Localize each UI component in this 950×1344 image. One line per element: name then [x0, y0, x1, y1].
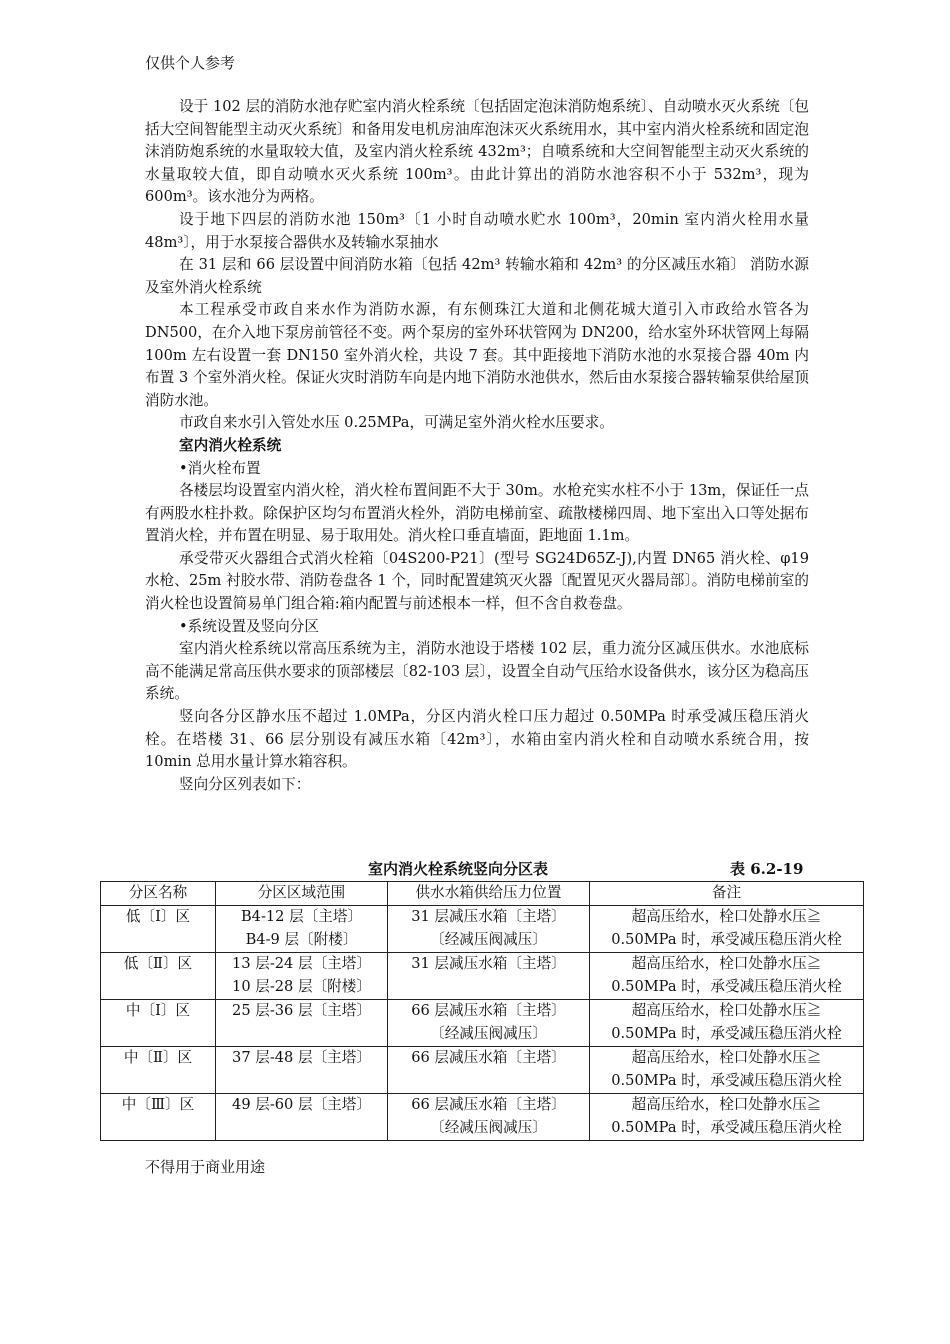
tank-cell: 66 层减压水箱〔主塔〕 〔经减压阀减压〕 — [388, 1000, 590, 1047]
table-title: 室内消火栓系统竖向分区表 — [368, 860, 549, 878]
table-row — [101, 906, 864, 953]
table-row — [101, 1000, 864, 1047]
note-cell: 超高压给水，栓口处静水压≧ 0.50MPa 时，承受减压稳压消火栓 — [590, 1047, 864, 1094]
header-cell: 分区名称 — [101, 882, 216, 906]
note-cell: 超高压给水，栓口处静水压≧ 0.50MPa 时，承受减压稳压消火栓 — [590, 906, 864, 953]
zone-cell: 低〔Ⅰ〕区 — [101, 906, 216, 953]
tank-cell: 31 层减压水箱〔主塔〕 — [388, 953, 590, 1000]
zone-cell: 中〔Ⅰ〕区 — [101, 1000, 216, 1047]
zone-cell: 中〔Ⅱ〕区 — [101, 1047, 216, 1094]
paragraph: 承受带灭火器组合式消火栓箱〔04S200-P21〕(型号 SG24D65Z-J),内置 DN65 消火栓、φ19 水枪、25m 衬胶水带、消防卷盘各 1 个，同时配置建筑灭火器〔配置见灭火器局部〕。消防电梯前室的消火栓也设置简易单门组合箱:箱内配置与前述根本一样，但不含自救卷盘。 — [145, 549, 809, 613]
page-footer: 不得用于商业用途 — [145, 1158, 266, 1176]
header-cell: 供水水箱供给压力位置 — [388, 882, 590, 906]
paragraph: 设于 102 层的消防水池存贮室内消火栓系统〔包括固定泡沫消防炮系统〕、自动喷水灭火系统〔包括大空间智能型主动灭火系统〕和备用发电机房油库泡沫灭火系统用水，其中室内消火栓系统和固定泡沫消防炮系统的水量取较大值，及室内消火栓系统 432m³；自喷系统和大空间智能型主动灭火系统的水量取较大值，即自动喷水灭火系统 100m³。由此计算出的消防水池容积不小于 532m³，现为 600m³。该水池分为两格。 — [145, 98, 809, 206]
bullet-heading: •消火栓布置 — [179, 459, 261, 477]
table-row — [101, 1047, 864, 1094]
bullet-heading: •系统设置及竖向分区 — [179, 617, 319, 635]
paragraph: 竖向分区列表如下： — [179, 775, 311, 793]
note-cell: 超高压给水，栓口处静水压≧ 0.50MPa 时，承受减压稳压消火栓 — [590, 953, 864, 1000]
table-header-row — [101, 882, 864, 906]
paragraph: 室内消火栓系统以常高压系统为主，消防水池设于塔楼 102 层，重力流分区减压供水。水池底标高不能满足常高压供水要求的顶部楼层〔82-103 层〕，设置全自动气压给水设备供水，该分区为稳高压系统。 — [145, 640, 809, 703]
tank-cell: 31 层减压水箱〔主塔〕 〔经减压阀减压〕 — [388, 906, 590, 953]
paragraph: 竖向各分区静水压不超过 1.0MPa，分区内消火栓口压力超过 0.50MPa 时承受减压稳压消火栓。在塔楼 31、66 层分别设有减压水箱〔42m³〕，水箱由室内消火栓和自动喷水系统合用，按 10min 总用水量计算水箱容积。 — [145, 708, 809, 771]
tank-cell: 66 层减压水箱〔主塔〕 〔经减压阀减压〕 — [388, 1094, 590, 1141]
range-cell: B4-12 层〔主塔〕 B4-9 层〔附楼〕 — [216, 906, 388, 953]
header-cell: 备注 — [590, 882, 864, 906]
range-cell: 37 层-48 层〔主塔〕 — [216, 1047, 388, 1094]
paragraph: 各楼层均设置室内消火栓，消火栓布置间距不大于 30m。水枪充实水柱不小于 13m，保证任一点有两股水柱扑救。除保护区均匀布置消火栓外，消防电梯前室、疏散楼梯四周、地下室出入口等处据布置消火栓，并布置在明显、易于取用处。消火栓口垂直墙面，距地面 1.1m。 — [145, 482, 809, 545]
paragraph: 本工程承受市政自来水作为消防水源，有东侧珠江大道和北侧花城大道引入市政给水管各为 DN500，在介入地下泵房前管径不变。两个泵房的室外环状管网为 DN200，给水室外环状管网上每隔 100m 左右设置一套 DN150 室外消火栓，共设 7 套。其中距接地下消防水池的水泵接合器 40m 内布置 3 个室外消火栓。保证火灾时消防车向是内地下消防水池供水，然后由水泵接合器转输泵供给屋顶消防水池。 — [145, 301, 809, 409]
table-number: 表 6.2-19 — [730, 860, 804, 878]
page-header: 仅供个人参考 — [145, 54, 236, 72]
table-row — [101, 953, 864, 1000]
table-row — [101, 1094, 864, 1141]
zone-cell: 低〔Ⅱ〕区 — [101, 953, 216, 1000]
range-cell: 13 层-24 层〔主塔〕 10 层-28 层〔附楼〕 — [216, 953, 388, 1000]
zone-cell: 中〔Ⅲ〕区 — [101, 1094, 216, 1141]
header-cell: 分区区域范围 — [216, 882, 388, 906]
zone-table — [100, 881, 864, 1141]
range-cell: 25 层-36 层〔主塔〕 — [216, 1000, 388, 1047]
tank-cell: 66 层减压水箱〔主塔〕 — [388, 1047, 590, 1094]
paragraph: 设于地下四层的消防水池 150m³〔1 小时自动喷水贮水 100m³，20min 室内消火栓用水量 48m³〕，用于水泵接合器供水及转输水泵抽水 — [145, 210, 809, 251]
note-cell: 超高压给水，栓口处静水压≧ 0.50MPa 时，承受减压稳压消火栓 — [590, 1000, 864, 1047]
document-body — [145, 96, 809, 796]
note-cell: 超高压给水，栓口处静水压≧ 0.50MPa 时，承受减压稳压消火栓 — [590, 1094, 864, 1141]
section-heading: 室内消火栓系统 — [179, 436, 282, 454]
paragraph: 在 31 层和 66 层设置中间消防水箱〔包括 42m³ 转输水箱和 42m³ 的分区减压水箱〕 消防水源及室外消火栓系统 — [145, 256, 809, 296]
paragraph: 市政自来水引入管处水压 0.25MPa，可满足室外消火栓水压要求。 — [179, 414, 614, 432]
range-cell: 49 层-60 层〔主塔〕 — [216, 1094, 388, 1141]
